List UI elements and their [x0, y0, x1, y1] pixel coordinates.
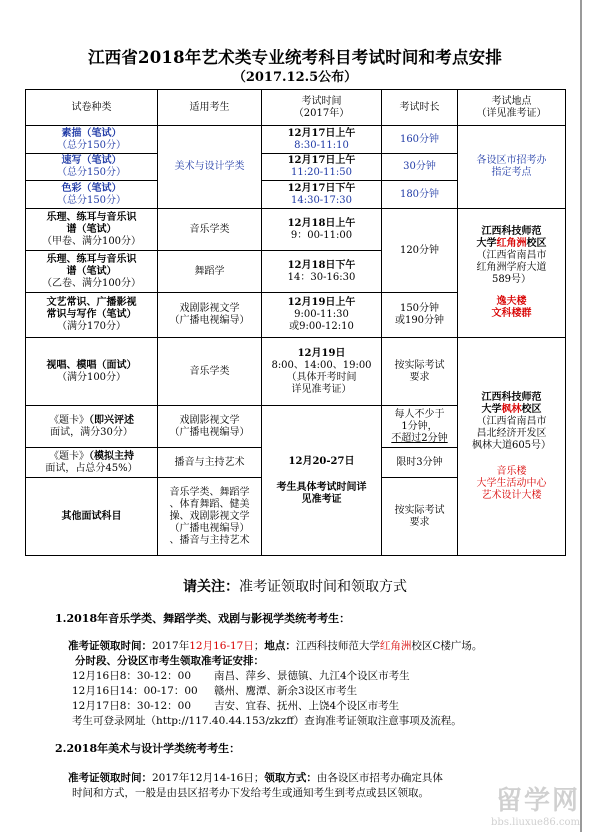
duration-cell: 每人不少于 1分钟， 不超过2分钟 [382, 406, 458, 448]
site-watermark: 留学网 bbs.liuxue86.com [491, 786, 580, 828]
location-cell: 江西科技师范 大学枫林校区 （江西省南昌市 昌北经济开发区 枫林大道605号） 音乐楼 大学生活动中心 艺术设计大楼 [458, 338, 566, 556]
exam-time-cell: 12月18日上午 9：00-11:00 [262, 209, 382, 251]
section-2-heading: 2.2018年美术与设计学类统考考生： [55, 742, 241, 755]
notice-title: 请关注：准考证领取时间和领取方式 [183, 579, 407, 595]
section-2-line-2: 时间和方式，一般是由县区招考办下发给考生或通知考生到考点或县区领取。 [72, 787, 429, 799]
applicants-cell: 戏剧影视文学 （广播电视编导） [158, 406, 262, 448]
applicants-cell: 音乐学类、舞蹈学 、体育舞蹈、健美 操、戏剧影视文学 （广播电视编导） 、播音与主持艺术 [158, 478, 262, 556]
slot-row: 12月17日8：30-12：00 吉安、宜春、抚州、上饶4个设区市考生 [72, 700, 400, 712]
table-header-row [26, 90, 566, 126]
header-location: 考试地点 （详见准考证） [458, 90, 566, 126]
section-1-line-6: 考生可登录网址（http://117.40.44.153/zkzff）查询准考证领取注意事项及流程。 [72, 715, 462, 727]
applicants-cell: 舞蹈学 [158, 251, 262, 293]
duration-cell: 按实际考试 要求 [382, 478, 458, 556]
exam-name-cell: 素描（笔试） （总分150分） [26, 126, 158, 154]
table-row [26, 126, 566, 154]
duration-cell: 按实际考试 要求 [382, 338, 458, 406]
document-subtitle: （2017.12.5公布） [232, 70, 358, 85]
applicants-cell: 戏剧影视文学 （广播电视编导） [158, 293, 262, 338]
exam-name-cell: 文艺常识、广播影视 常识与写作（笔试） （满分170分） [26, 293, 158, 338]
exam-name-cell: 其他面试科目 [26, 478, 158, 556]
table-row [26, 209, 566, 251]
applicants-cell: 音乐学类 [158, 209, 262, 251]
exam-time-cell: 12月17日上午 11:20-11:50 [262, 154, 382, 181]
exam-time-cell: 12月19日 8:00、14:00、19:00 （具体开考时间 详见准考证） [262, 338, 382, 406]
duration-cell: 120分钟 [382, 209, 458, 293]
table-row [26, 338, 566, 406]
exam-name-cell: 《题卡》（模拟主持 面试，占总分45%） [26, 448, 158, 478]
header-duration: 考试时长 [382, 90, 458, 126]
duration-cell: 限时3分钟 [382, 448, 458, 478]
applicants-cell: 播音与主持艺术 [158, 448, 262, 478]
applicants-cell: 音乐学类 [158, 338, 262, 406]
exam-time-cell: 12月17日下午 14:30-17:30 [262, 181, 382, 209]
exam-name-cell: 《题卡》（即兴评述 面试，满分30分） [26, 406, 158, 448]
applicants-cell: 美术与设计学类 [158, 126, 262, 209]
duration-cell: 160分钟 [382, 126, 458, 154]
exam-name-cell: 色彩（笔试） （总分150分） [26, 181, 158, 209]
location-cell: 各设区市招考办 指定考点 [458, 126, 566, 209]
exam-name-cell: 乐理、练耳与音乐识 谱（笔试） （乙卷、满分100分） [26, 251, 158, 293]
slot-row: 12月16日8：30-12：00 南昌、萍乡、景德镇、九江4个设区市考生 [72, 670, 410, 682]
exam-name-cell: 乐理、练耳与音乐识 谱（笔试） （甲卷、满分100分） [26, 209, 158, 251]
document-title: 江西省2018年艺术类专业统考科目考试时间和考点安排 [87, 48, 503, 67]
location-cell: 江西科技师范 大学红角洲校区 （江西省南昌市 红角洲学府大道 589号） 逸夫楼 文科楼群 [458, 209, 566, 338]
duration-cell: 180分钟 [382, 181, 458, 209]
exam-name-cell: 视唱、模唱（面试） （满分100分） [26, 338, 158, 406]
exam-time-cell: 12月20-27日 考生具体考试时间详 见准考证 [262, 406, 382, 556]
header-exam-time: 考试时间 （2017年） [262, 90, 382, 126]
section-2-line-1: 准考证领取时间：2017年12月14-16日；领取方式：由各设区市招考办确定具体 [68, 772, 443, 784]
header-applicants: 适用考生 [158, 90, 262, 126]
section-1-line-2: 分时段、分设区市考生领取准考证安排： [75, 655, 264, 667]
slot-row: 12月16日14：00-17：00 赣州、鹰潭、新余3设区市考生 [72, 685, 358, 697]
page-edge-line [580, 0, 582, 832]
exam-time-cell: 12月18日下午 14：30-16:30 [262, 251, 382, 293]
section-1-line-1: 准考证领取时间：2017年12月16-17日；地点：江西科技师范大学红角洲校区C楼广场。 [68, 640, 483, 652]
header-exam-type: 试卷种类 [26, 90, 158, 126]
duration-cell: 150分钟 或190分钟 [382, 293, 458, 338]
exam-name-cell: 速写（笔试） （总分150分） [26, 154, 158, 181]
exam-time-cell: 12月19日上午 9:00-11:30 或9:00-12:10 [262, 293, 382, 338]
section-1-heading: 1.2018年音乐学类、舞蹈学类、戏剧与影视学类统考考生： [55, 612, 351, 625]
duration-cell: 30分钟 [382, 154, 458, 181]
exam-time-cell: 12月17日上午 8:30-11:10 [262, 126, 382, 154]
schedule-table [25, 89, 566, 556]
